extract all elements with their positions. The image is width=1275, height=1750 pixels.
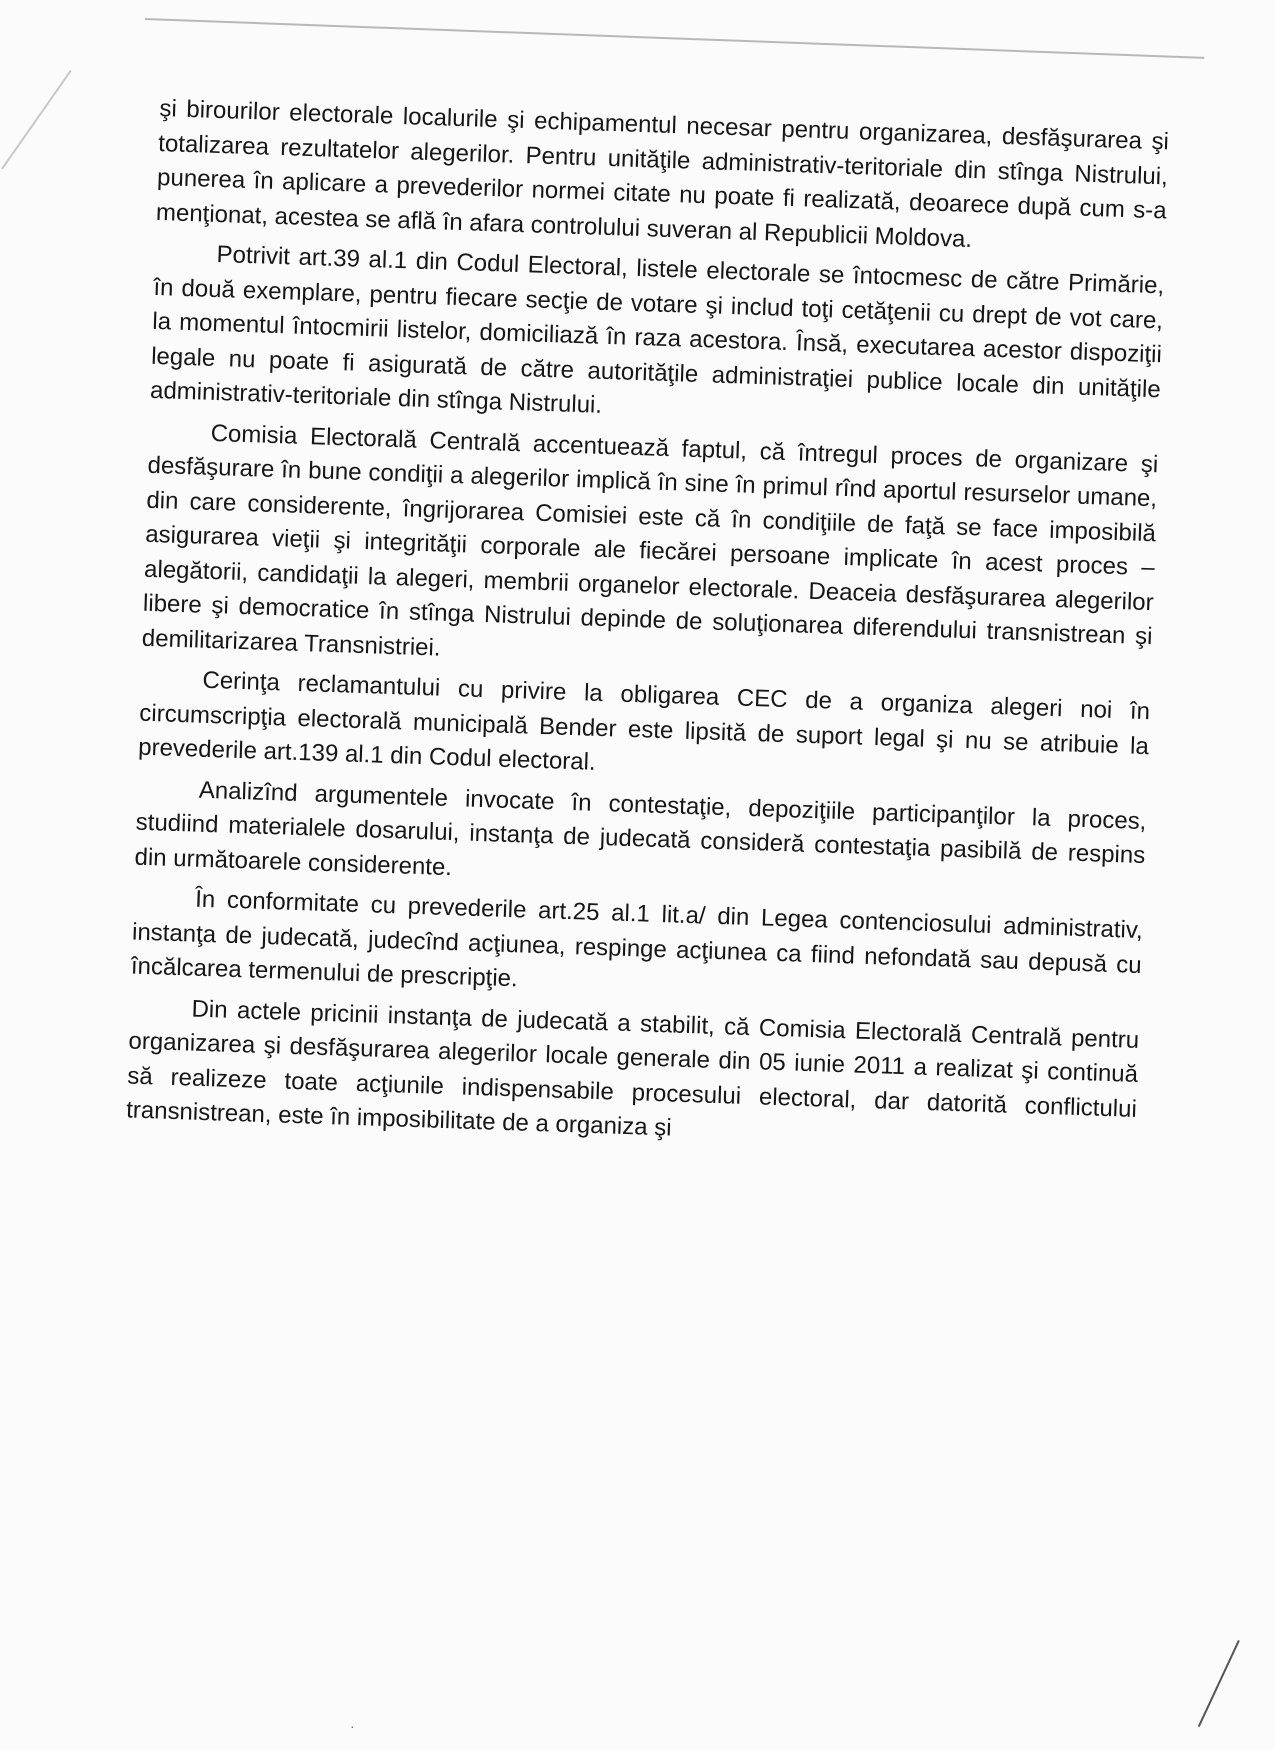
scan-artifact: · [350,1718,355,1734]
paragraph-3: Comisia Electorală Centrală accentuează faptul, că întregul proces de organizare şi desfăşurare în bune condiţii a alegerilor implică în sine în primul rînd aportul resurselor umane, din care considerente, îngrijorarea Comisiei este că în condiţiile de faţă se face imposibilă asigurarea vieţii şi integrităţii corporale ale fiecărei persoane implicate în acest proces – alegătorii, candidaţii la alegeri, membrii organelor electorale. Deaceia desfăşurarea alegerilor libere şi democratice în stînga Nistrului depinde de soluţionarea diferendului transnistrean şi demilitarizarea Transnistriei. [141,419,1159,662]
paragraph-4: Cerinţa reclamantului cu privire la obligarea CEC de a organiza alegeri noi în circumscripţia electorală municipală Bender este lipsită de suport legal şi nu se atribuie la prevederile art.139 al.1 din Codul electoral. [137,666,1151,776]
page-edge-left [1,70,71,169]
page-edge-top [145,18,1204,59]
page-edge-right [1198,1640,1240,1727]
paragraph-2: Potrivit art.39 al.1 din Codul Electoral, listele electorale se întocmesc de către Primărie, în două exemplare, pentru fiecare secţie de votare şi includ toţi cetăţenii cu drept de vot care, la momentul întocmirii listelor, domiciliază în raza acestora. Însă, executarea acestor dispoziţii legale nu poate fi asigurată de către autorităţile administraţiei publice locale din unităţile administrativ-teritoriale din stînga Nistrului. [149,240,1165,419]
paragraph-6: În conformitate cu prevederile art.25 al.1 lit.a/ din Legea contenciosului administrativ, instanţa de judecată, judecînd acţiunea, respinge acţiunea ca fiind nefondată sau depusă cu încălcarea termenului de prescripţie. [130,885,1144,993]
document-body [125,92,1169,1167]
paragraph-5: Analizînd argumentele invocate în contestaţie, depoziţiile participanţilor la proces, studiind materialele dosarului, instanţa de judecată consideră contestaţia pasibilă de respins din următoarele considerente. [134,776,1147,881]
paragraph-7: Din actele pricinii instanţa de judecată a stabilit, că Comisia Electorală Centrală pentru organizarea şi desfăşurarea alegerilor locale generale din 05 iunie 2011 a realizat şi continuă să realizeze toate acţiunile indispensabile procesului electoral, dar datorită conflictului transnistrean, este în imposibilitate de a organiza şi [125,995,1140,1142]
paragraph-1: şi birourilor electorale localurile şi echipamentul necesar pentru organizarea, desfăşurarea şi totalizarea rezultatelor alegerilor. Pentru unităţile administrativ-teritoriale din stînga Nistrului, punerea în aplicare a prevederilor normei citate nu poate fi realizată, deoarece după cum s-a menţionat, acestea se află în afara controlului suveran al Republicii Moldova. [155,94,1170,253]
